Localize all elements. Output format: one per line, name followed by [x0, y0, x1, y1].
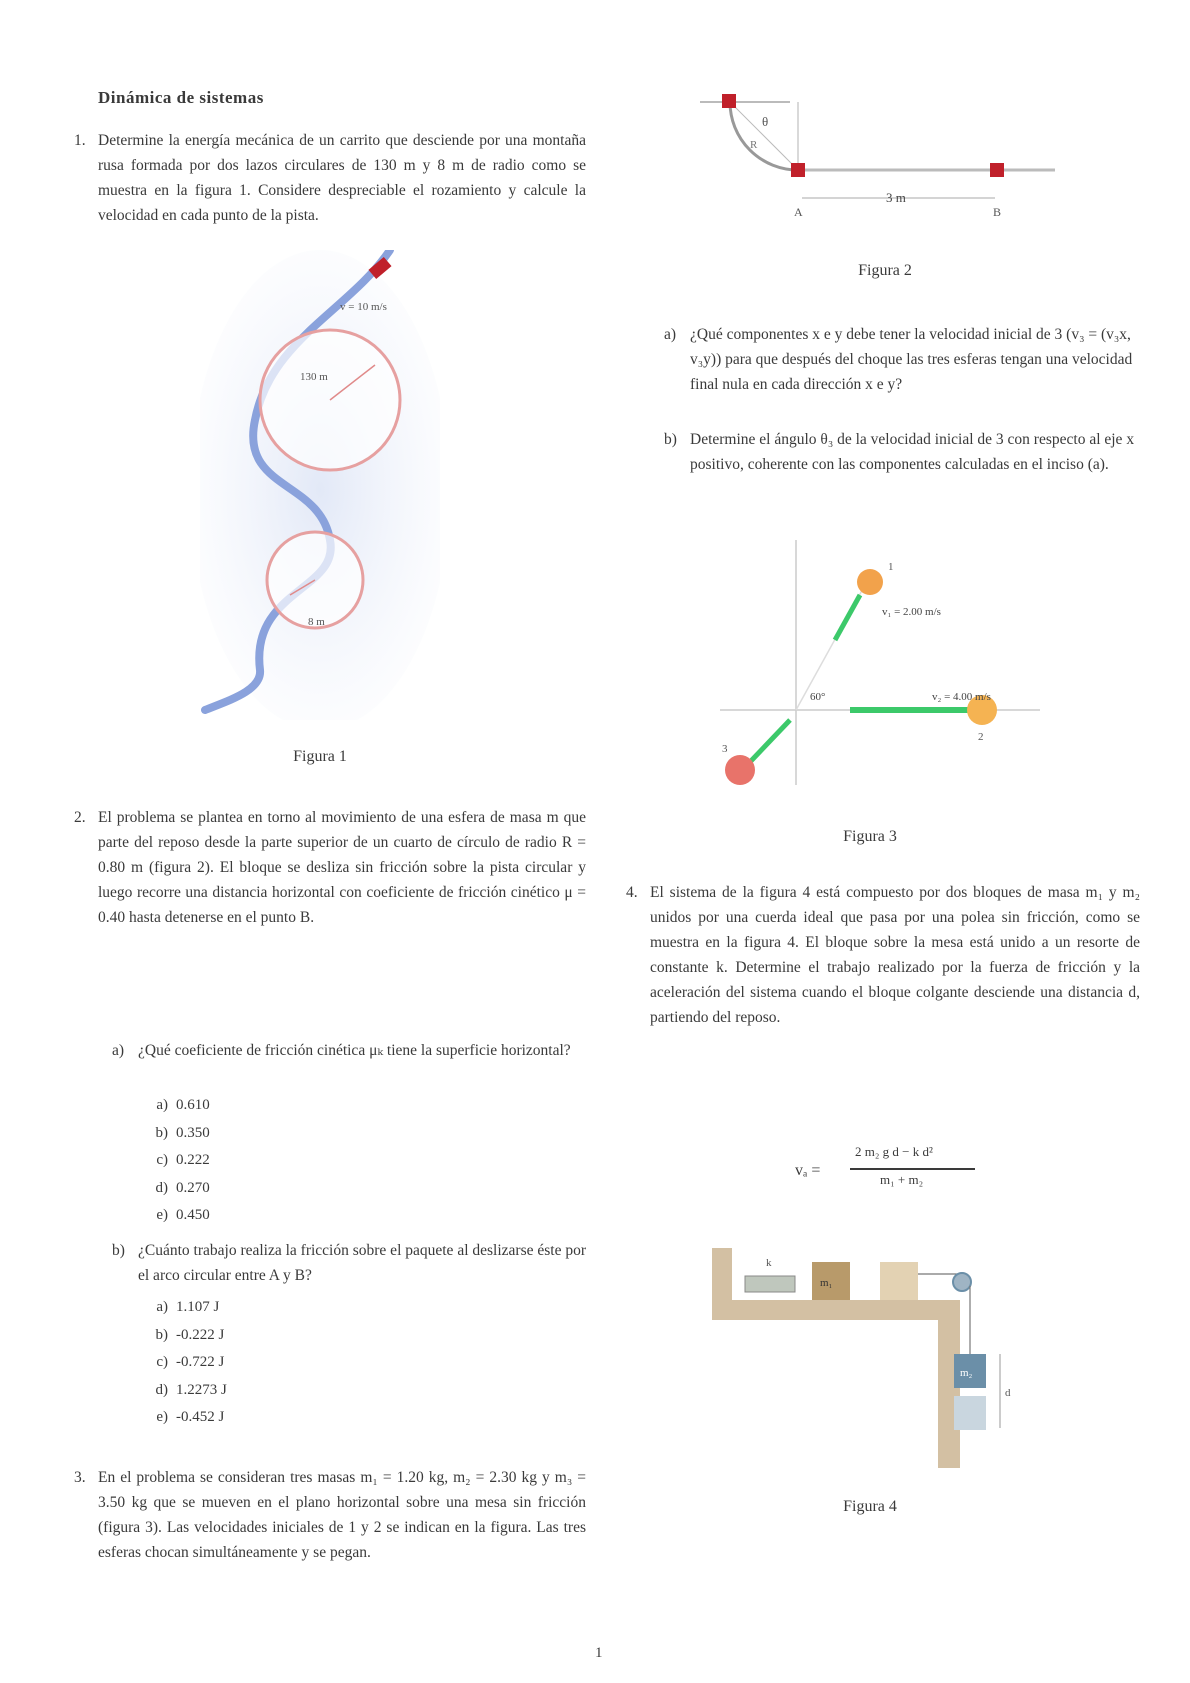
- figure-3-caption: Figura 3: [843, 828, 897, 845]
- point-a-marker: [791, 163, 805, 177]
- question-text: ¿Qué coeficiente de fricción cinética μₖ tiene la superficie horizontal?: [138, 1042, 571, 1059]
- label-angle: 60°: [810, 691, 826, 703]
- label-m2: 2: [978, 731, 984, 743]
- label-m1: m₁: [820, 1277, 833, 1289]
- label-v2: v₂ = 4.00 m/s: [932, 691, 991, 703]
- problem-3: [74, 1465, 586, 1565]
- problem-number: 3.: [74, 1469, 86, 1486]
- question-text: Determine el ángulo θ₃ de la velocidad inicial de 3 con respecto al eje x positivo, coherente con las componentes calculadas en el inciso (a).: [690, 431, 1135, 473]
- section-title: Dinámica de sistemas: [98, 88, 264, 107]
- problem-2-question-b: [112, 1238, 588, 1288]
- figure-2-caption: Figura 2: [858, 262, 912, 279]
- equation-fraction-bar: [850, 1168, 975, 1170]
- problem-3-question-a: [664, 322, 1140, 397]
- label-m3: 3: [722, 743, 728, 755]
- page-number: 1: [595, 1645, 603, 1661]
- figure-4-caption: Figura 4: [843, 1498, 897, 1515]
- option: c) -0.722 J: [156, 1354, 225, 1370]
- label-b: B: [993, 205, 1002, 219]
- option: d) 0.270: [155, 1179, 210, 1196]
- pulley: [953, 1273, 971, 1291]
- equation-numerator: 2 m₂ g d − k d²: [855, 1144, 933, 1159]
- block-start: [722, 94, 736, 108]
- option: b) 0.350: [155, 1124, 210, 1141]
- block-extra: [880, 1262, 918, 1300]
- spring: [745, 1276, 795, 1292]
- velocity-arrow-1: [835, 595, 860, 640]
- option: c) 0.222: [156, 1152, 210, 1168]
- equation-lhs: vₐ =: [795, 1162, 821, 1179]
- equation: [795, 1144, 1015, 1200]
- problem-text: En el problema se consideran tres masas m₁ = 1.20 kg, m₂ = 2.30 kg y m₃ = 3.50 kg que se mueven en el plano horizontal sobre una mesa sin fricción (figura 3). Las velocidades iniciales de 1 y 2 se indican en la figura. Las tres esferas chocan simultáneamente y se pegan.: [98, 1469, 586, 1561]
- label-small-loop: 8 m: [308, 616, 325, 628]
- option: d) 1.2273 J: [155, 1381, 227, 1398]
- label-m2: m₂: [960, 1367, 973, 1379]
- label-d: d: [1005, 1387, 1011, 1399]
- option: b) -0.222 J: [155, 1326, 225, 1343]
- problem-number: 1.: [74, 132, 86, 149]
- figure-2-quarter-circle: [690, 88, 1070, 238]
- equation-denominator: m₁ + m₂: [880, 1172, 924, 1187]
- problem-2: [74, 805, 586, 930]
- problem-2-options-b: [140, 1294, 227, 1432]
- label-v1: v₁ = 2.00 m/s: [882, 606, 941, 618]
- problem-text: Determine la energía mecánica de un carrito que desciende por una montaña rusa formada por dos lazos circulares de 130 m y 8 m de radio como se muestra en la figura 1. Considere despreciable el rozamiento y calcule la velocidad en cada punto de la pista.: [98, 132, 586, 224]
- question-label: a): [112, 1042, 125, 1059]
- figure-3-spheres: [710, 540, 1050, 790]
- figure-1-roller-coaster: [200, 250, 440, 720]
- point-b-marker: [990, 163, 1004, 177]
- option: a) 1.107 J: [156, 1299, 220, 1315]
- problem-1: [74, 128, 586, 228]
- problem-number: 2.: [74, 809, 86, 826]
- figure-4-table-pulley: [700, 1238, 1040, 1478]
- sphere-3: [725, 755, 755, 785]
- problem-number: 4.: [626, 884, 638, 901]
- problem-text: El sistema de la figura 4 está compuesto por dos bloques de masa m₁ y m₂ unidos por una cuerda ideal que pasa por una polea sin fricción, como se muestra en la figura 4. El bloque sobre la mesa está unido a un resorte de constante k. Determine el trabajo realizado por la fuerza de fricción y la aceleración del sistema cuando el bloque colgante desciende una distancia d, partiendo del reposo.: [650, 884, 1140, 1026]
- question-label: b): [112, 1242, 125, 1259]
- question-text: ¿Qué componentes x e y debe tener la velocidad inicial de 3 (v₃ = (v₃x, v₃y)) para que después del choque las tres esferas tengan una velocidad final nula en cada dirección x e y?: [690, 326, 1133, 393]
- label-distance: 3 m: [886, 190, 906, 205]
- label-m1: 1: [888, 561, 894, 573]
- velocity-arrow-3: [750, 720, 790, 762]
- block-m2-ghost: [954, 1396, 986, 1430]
- question-label: b): [664, 431, 677, 448]
- option: a) 0.610: [156, 1097, 210, 1113]
- figure-1-caption: Figura 1: [293, 748, 347, 765]
- label-radius: R: [750, 139, 758, 151]
- label-big-loop: 130 m: [300, 371, 328, 383]
- problem-2-question-a: [112, 1038, 588, 1063]
- problem-3-question-b: [664, 427, 1140, 477]
- label-a: A: [794, 205, 803, 219]
- label-angle: θ: [762, 114, 769, 129]
- problem-4: [626, 880, 1140, 1030]
- problem-text: El problema se plantea en torno al movimiento de una esfera de masa m que parte del reposo desde la parte superior de un cuarto de círculo de radio R = 0.80 m (figura 2). El bloque se desliza sin fricción sobre la pista circular y luego recorre una distancia horizontal con coeficiente de fricción cinético μ = 0.40 hasta detenerse en el punto B.: [98, 809, 586, 926]
- option: e) 0.450: [156, 1207, 210, 1223]
- question-label: a): [664, 326, 677, 343]
- problem-2-options-a: [140, 1092, 210, 1230]
- sphere-1: [857, 569, 883, 595]
- label-top: v = 10 m/s: [340, 301, 387, 313]
- option: e) -0.452 J: [156, 1409, 225, 1425]
- question-text: ¿Cuánto trabajo realiza la fricción sobre el paquete al deslizarse éste por el arco circular entre A y B?: [138, 1242, 586, 1284]
- label-k: k: [766, 1257, 772, 1269]
